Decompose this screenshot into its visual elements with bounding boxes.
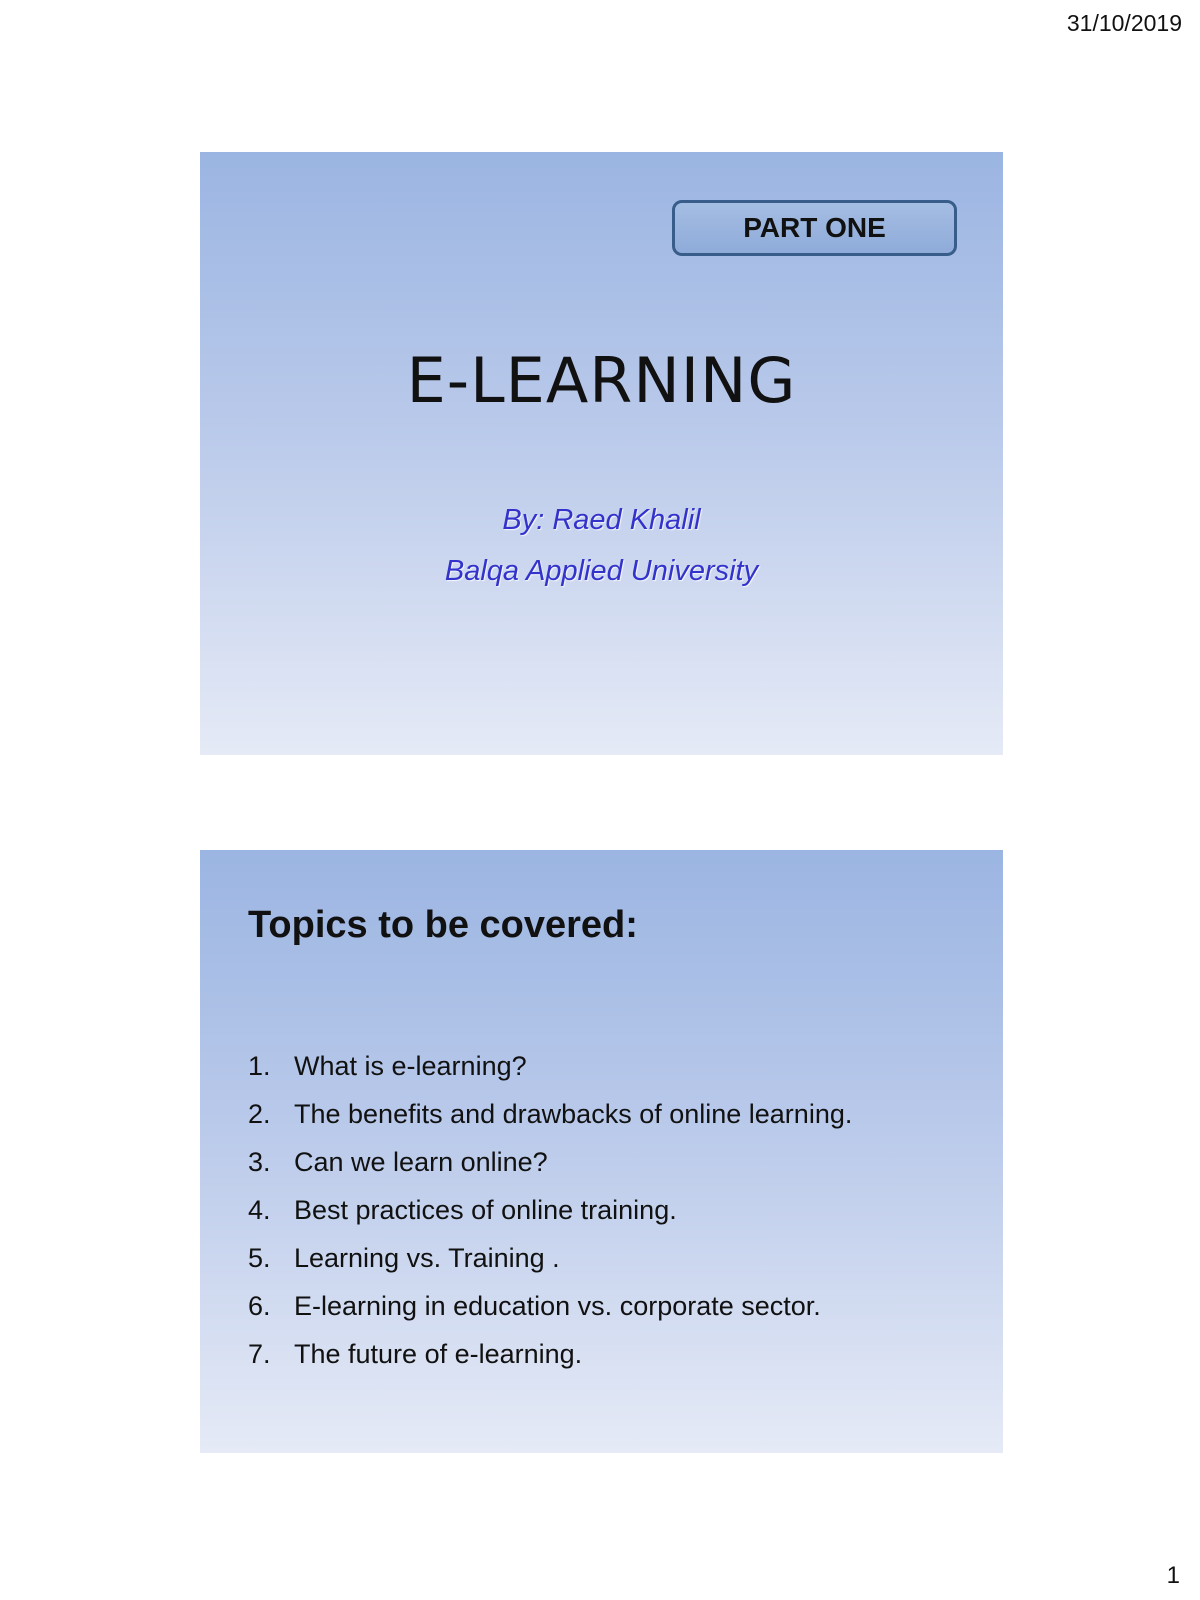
topic-item xyxy=(248,1090,852,1138)
page-date: 31/10/2019 xyxy=(1066,10,1182,36)
topic-item xyxy=(248,1330,852,1378)
topics-slide xyxy=(200,850,1003,1453)
topic-text: What is e-learning? xyxy=(294,1051,527,1081)
topic-item xyxy=(248,1234,852,1282)
topic-item xyxy=(248,1186,852,1234)
topic-item xyxy=(248,1138,852,1186)
part-one-badge: PART ONE xyxy=(672,200,957,256)
topic-item xyxy=(248,1042,852,1090)
topic-number: 1. xyxy=(248,1051,271,1081)
page-number: 1 xyxy=(1166,1562,1180,1589)
university-line: Balqa Applied University xyxy=(444,555,759,587)
topic-number: 3. xyxy=(248,1147,271,1177)
topic-text: The future of e-learning. xyxy=(294,1339,583,1369)
topic-item xyxy=(248,1282,852,1330)
topic-number: 6. xyxy=(248,1291,271,1321)
topic-text: Learning vs. Training . xyxy=(294,1243,560,1273)
slide-title: E-LEARNING xyxy=(406,344,797,417)
author-line: By: Raed Khalil xyxy=(502,504,701,536)
title-slide xyxy=(200,152,1003,755)
topic-number: 7. xyxy=(248,1339,271,1369)
topic-text: Best practices of online training. xyxy=(294,1195,677,1225)
topic-text: Can we learn online? xyxy=(294,1147,548,1177)
topic-list xyxy=(248,1042,852,1378)
topic-number: 5. xyxy=(248,1243,271,1273)
topic-number: 4. xyxy=(248,1195,271,1225)
topic-text: The benefits and drawbacks of online learning. xyxy=(294,1099,853,1129)
topic-number: 2. xyxy=(248,1099,271,1129)
topics-heading: Topics to be covered: xyxy=(248,904,638,946)
topic-text: E-learning in education vs. corporate sector. xyxy=(294,1291,821,1321)
